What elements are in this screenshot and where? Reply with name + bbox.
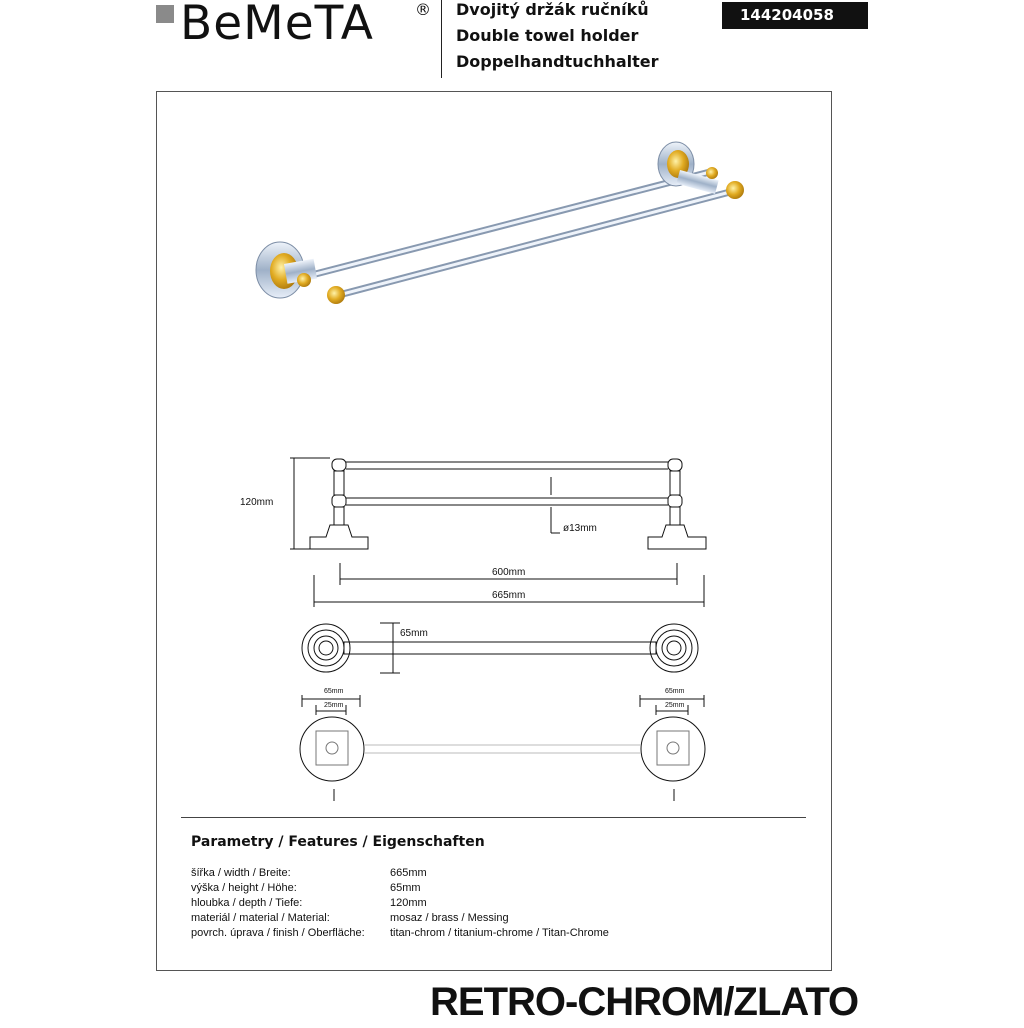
feature-label: materiál / material / Material: bbox=[191, 912, 330, 924]
technical-drawing bbox=[240, 445, 720, 805]
height-dimension: 120mm bbox=[240, 497, 274, 508]
feature-value: 65mm bbox=[390, 882, 421, 894]
product-title-de: Doppelhandtuchhalter bbox=[456, 52, 659, 71]
base-inner-left: 25mm bbox=[324, 702, 344, 709]
product-title-en: Double towel holder bbox=[456, 26, 639, 45]
logo-mark bbox=[156, 5, 174, 23]
product-title-cz: Dvojitý držák ručníků bbox=[456, 0, 649, 19]
product-code: 144204058 bbox=[722, 2, 868, 29]
features-divider bbox=[181, 817, 806, 818]
feature-label: povrch. úprava / finish / Oberfläche: bbox=[191, 927, 365, 939]
registered-mark: ® bbox=[415, 0, 431, 19]
base-inner-right: 25mm bbox=[665, 702, 685, 709]
base-diameter-right: 65mm bbox=[665, 688, 685, 695]
product-image bbox=[240, 130, 770, 320]
feature-value: 120mm bbox=[390, 897, 427, 909]
feature-value: mosaz / brass / Messing bbox=[390, 912, 509, 924]
rod-length-dimension: 600mm bbox=[492, 567, 526, 578]
feature-label: hloubka / depth / Tiefe: bbox=[191, 897, 303, 909]
base-diameter-left: 65mm bbox=[324, 688, 344, 695]
feature-value: titan-chrom / titanium-chrome / Titan-Chrome bbox=[390, 927, 609, 939]
feature-value: 665mm bbox=[390, 867, 427, 879]
feature-label: výška / height / Höhe: bbox=[191, 882, 297, 894]
header-divider bbox=[441, 0, 442, 78]
feature-label: šířka / width / Breite: bbox=[191, 867, 291, 879]
series-title: RETRO-CHROM/ZLATO bbox=[430, 980, 859, 1024]
rod-diameter-dimension: ø13mm bbox=[563, 523, 597, 534]
brand-logo: BeMeTA bbox=[180, 0, 374, 51]
features-title: Parametry / Features / Eigenschaften bbox=[191, 834, 485, 850]
total-width-dimension: 665mm bbox=[492, 590, 526, 601]
depth-dimension: 65mm bbox=[400, 628, 428, 639]
